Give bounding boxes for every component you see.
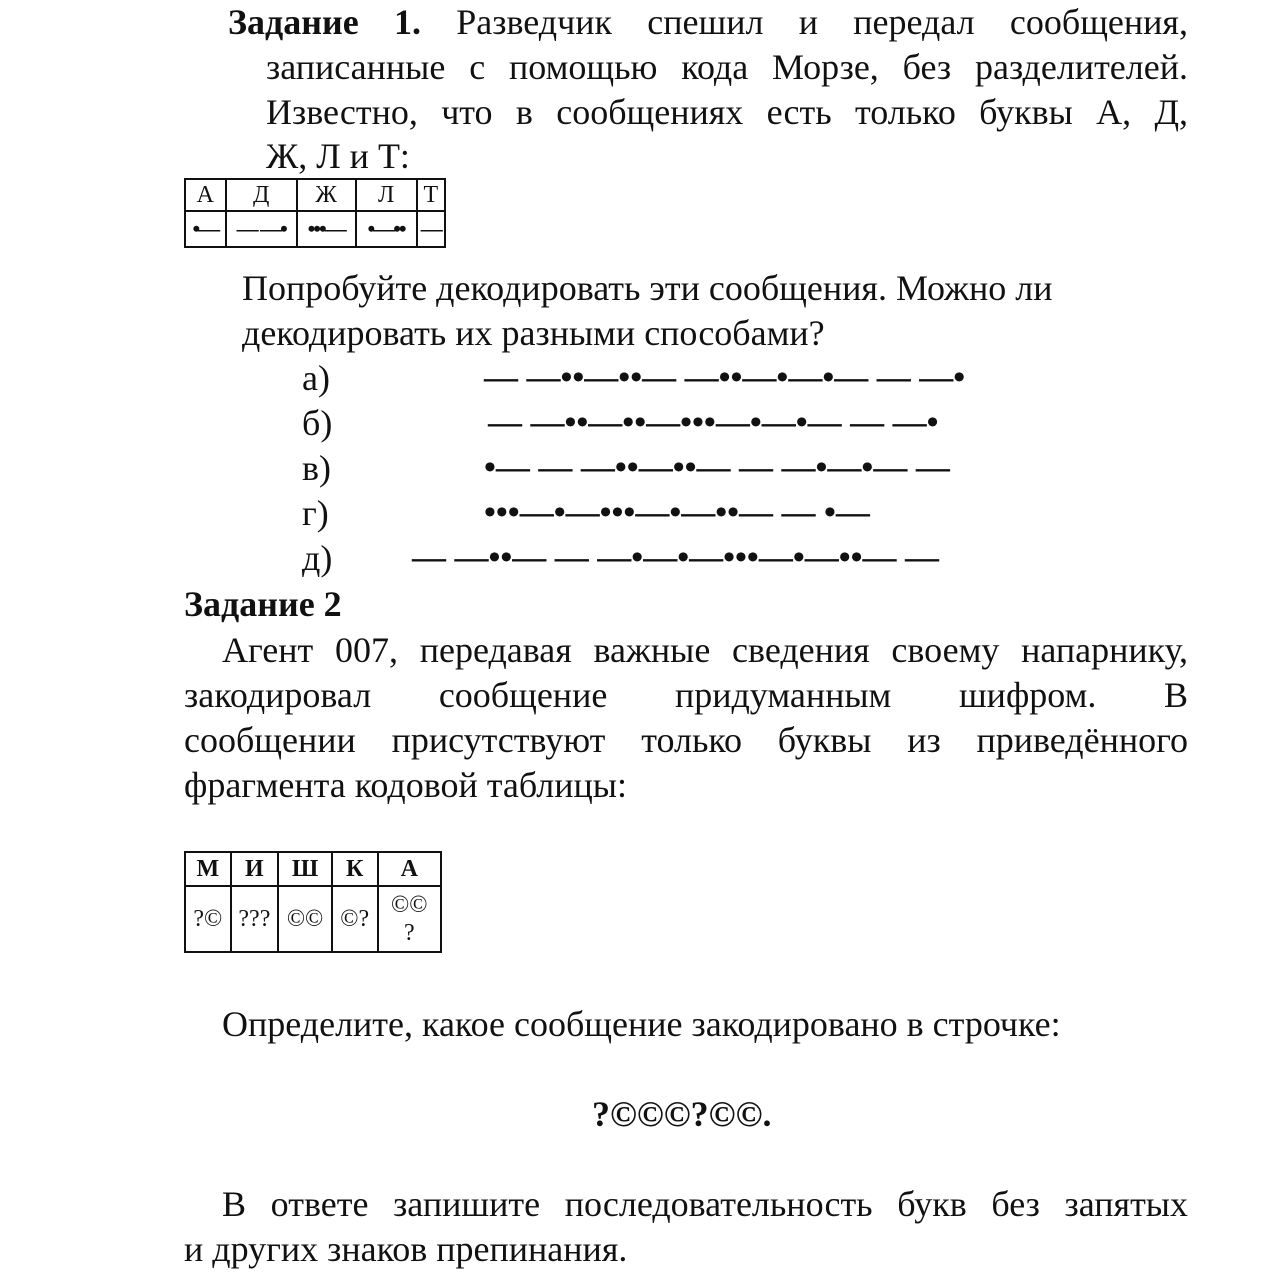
item-label: в) [302,448,331,488]
task2-answer1: В ответе запишите последовательность букв без запятых [222,1184,1188,1224]
item-morse-code: •— — —••—••— — —•—•— — [484,449,950,486]
morse-code-l: •—•• [356,211,417,247]
task2-p3: сообщении присутствуют только буквы из приведённого [184,720,1188,760]
cipher-code-i: ??? [231,886,279,952]
item-label: г) [302,493,329,533]
morse-header-d: Д [226,179,297,211]
task2-question: Определите, какое сообщение закодировано в строчке: [222,1004,1061,1044]
item-morse-code: •••—•—•••—•—••— — •— [484,494,870,531]
cipher-header-i: И [231,852,279,886]
encoded-string: ?©©©?©©. [592,1094,772,1134]
morse-header-zh: Ж [297,179,356,211]
item-morse-code: — —••—••— —••—•—•— — —• [484,359,966,396]
item-morse-code: — —••— — —•—•—•••—•—••— — [412,539,940,576]
morse-header-t: Т [417,179,445,211]
task1-line2: записанные с помощью кода Морзе, без разделителей. [266,47,1188,87]
task1-title: Задание 1. [228,2,421,42]
cipher-header-m: М [185,852,231,886]
cipher-code-sh: ©© [278,886,332,952]
cipher-code-m: ?© [185,886,231,952]
morse-header-l: Л [356,179,417,211]
morse-header-a: А [185,179,226,211]
task1-line4: Ж, Л и Т: [266,136,410,176]
cipher-table [184,851,442,953]
task2-title: Задание 2 [184,584,342,624]
cipher-header-a: А [378,852,441,886]
cipher-code-k: ©? [332,886,378,952]
cipher-header-k: К [332,852,378,886]
item-morse-code: — —••—••—•••—•—•— — —• [488,404,939,441]
task1-prompt1: Попробуйте декодировать эти сообщения. Можно ли [242,268,1053,308]
morse-code-zh: •••— [297,211,356,247]
task1-line3: Известно, что в сообщениях есть только буквы А, Д, [266,92,1188,132]
item-label: б) [302,403,333,443]
task1-prompt2: декодировать их разными способами? [242,313,825,353]
morse-code-d: — —• [226,211,297,247]
morse-code-a: •— [185,211,226,247]
task2-p4: фрагмента кодовой таблицы: [184,765,627,805]
task2-p2: закодировал сообщение придуманным шифром. В [184,675,1188,715]
item-label: д) [302,538,333,578]
item-label: а) [302,358,330,398]
morse-table [184,178,446,248]
task2-answer2: и других знаков препинания. [184,1229,628,1269]
cipher-code-a: ©© ? [378,886,441,952]
task2-p1: Агент 007, передавая важные сведения своему напарнику, [222,630,1188,670]
morse-code-t: — [417,211,445,247]
cipher-header-sh: Ш [278,852,332,886]
task1-line1: Задание 1. Разведчик спешил и передал сообщения, [228,2,1188,42]
